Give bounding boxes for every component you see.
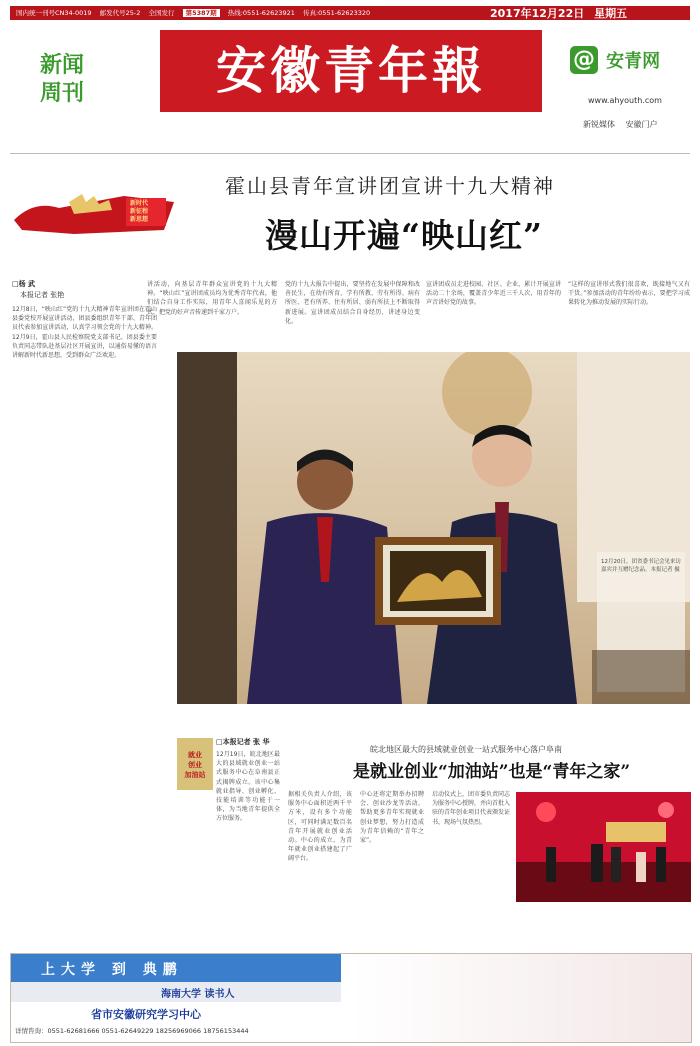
newspaper-title: 安徽青年報 xyxy=(216,41,486,100)
second-column-5 xyxy=(516,908,691,944)
masthead xyxy=(160,30,542,112)
tagline-1: 新锐媒体 xyxy=(583,120,615,129)
tag-line-1: 就业 xyxy=(188,751,202,759)
photo-illustration xyxy=(177,352,690,704)
issue-count: 第5387期 xyxy=(183,9,220,17)
lead-column-4: 宣讲团成员走进校园、社区、企业，累计开展宣讲活动二十余场，覆盖青少年近三千人次，用青年的声音讲好党的故事。 xyxy=(426,281,561,307)
second-column-1: 12月19日，皖北地区最大的县域就业创业一站式服务中心在阜南县正式揭牌成立。该中心集就业指导、创业孵化、技能培训等功能于一体，为当地青年提供全方位服务。 xyxy=(216,751,280,823)
story-tag xyxy=(177,738,213,790)
divider xyxy=(10,153,690,154)
issue-date: 2017年12月22日 xyxy=(490,7,585,20)
second-byline: □本报记者 张 华 xyxy=(216,738,270,746)
website-taglines xyxy=(583,119,666,130)
lead-column-1: 12月8日，“映山红”党的十九大精神青年宣讲团在霍山县委党校开展宣讲活动，团县委组织青年干部、青年团员代表参加宣讲活动，认真学习领会党的十九大精神。12月9日，霍山县人民检察院党支部书记、团县委主要负责同志带队赴基层社区开展宣讲，以通俗易懂的语言讲解新时代新思想，受到群众广泛欢迎。 xyxy=(12,306,157,360)
banner-graphic xyxy=(14,190,174,236)
lead-subhead: 霍山县青年宣讲团宣讲十九大精神 xyxy=(225,174,555,198)
circulation: 全国发行 xyxy=(148,9,175,17)
lead-headline: 漫山开遍“映山红” xyxy=(265,216,543,255)
ad-slogan: 海南大学 读书人 xyxy=(161,989,235,1000)
weekly-line-1: 新闻 xyxy=(40,53,85,78)
ad-right-space xyxy=(351,954,691,1042)
tagline-2: 安徽门户 xyxy=(625,120,658,129)
banner-labels xyxy=(130,200,166,224)
mail-code: 邮发代号25-2 xyxy=(99,9,141,17)
ad-contact: 详情咨询：0551-62681666 0551-62649229 18256969066 18756153444 xyxy=(15,1027,249,1035)
photo-caption: 12月20日，团省委书记会见来访嘉宾并互赠纪念品。本报记者 摄 xyxy=(601,559,681,573)
lead-column-3: 党的十九大报告中提出，要坚持在发展中保障和改善民生，在幼有所育、学有所教、劳有所得、病有所医、老有所养、住有所居、弱有所扶上不断取得新进展。宣讲团成员结合自身经历，讲述身边变化。 xyxy=(285,281,420,325)
news-weekly-label xyxy=(40,52,110,108)
weekly-line-2: 周刊 xyxy=(40,81,85,106)
lead-reporter: 本报记者 张艳 xyxy=(20,291,65,299)
phone-hotline: 热线:0551-62623921 xyxy=(227,9,295,17)
banner-label-2: 新征程 xyxy=(130,208,149,215)
second-headline: 是就业创业“加油站”也是“青年之家” xyxy=(353,762,631,782)
advertisement[interactable] xyxy=(10,953,692,1043)
tag-line-3: 加油站 xyxy=(184,771,206,779)
website-name: 安青网 xyxy=(606,51,661,72)
second-column-3: 中心还将定期举办招聘会、创业沙龙等活动，帮助更多青年实现就业创业梦想，努力打造成为青年信赖的“青年之家”。 xyxy=(360,791,424,845)
main-photo xyxy=(177,352,690,704)
ad-headline: 上大学 到 典鹏 xyxy=(41,962,183,978)
lead-column-5: “这样的宣讲形式我们很喜欢，既接地气又有干货。”参加活动的青年纷纷表示，要把学习成果转化为推动发展的实际行动。 xyxy=(568,281,690,307)
second-column-4: 启动仪式上，团市委负责同志为服务中心授牌，并向首批入驻的青年创业项目代表颁发证书，现场气氛热烈。 xyxy=(432,791,510,826)
banner-label-3: 新思想 xyxy=(130,216,149,223)
weekday: 星期五 xyxy=(594,7,628,20)
second-photo xyxy=(516,792,691,902)
banner-label-1: 新时代 xyxy=(130,200,149,207)
phone-fax: 传真:0551-62623320 xyxy=(302,9,371,17)
second-column-2: 据相关负责人介绍，该服务中心面积近两千平方米，设有多个功能区，可同时满足数百名青年开展就业创业活动。中心的成立，为青年就业创业搭建起了广阔平台。 xyxy=(288,791,352,863)
lead-byline: □杨 武 xyxy=(12,280,36,288)
tag-line-2: 创业 xyxy=(188,761,202,769)
at-icon: @ xyxy=(570,46,598,74)
website-url[interactable]: www.ahyouth.com xyxy=(588,96,662,105)
ad-center: 省市安徽研究学习中心 xyxy=(91,1008,201,1021)
date-block xyxy=(490,5,627,21)
lead-column-2: 讲活动，向基层青年群众宣讲党的十九大精神。“映山红”宣讲团成员均为优秀青年代表，他们结合自身工作实际，用青年人喜闻乐见的方式，把党的好声音传递到千家万户。 xyxy=(147,281,277,316)
second-subhead: 皖北地区最大的县域就业创业一站式服务中心落户阜南 xyxy=(370,745,562,754)
website-logo[interactable] xyxy=(570,46,695,78)
issue-number: 国内统一刊号CN34-0019 xyxy=(16,9,92,17)
event-illustration xyxy=(516,792,691,902)
story-tag-text xyxy=(177,738,213,780)
